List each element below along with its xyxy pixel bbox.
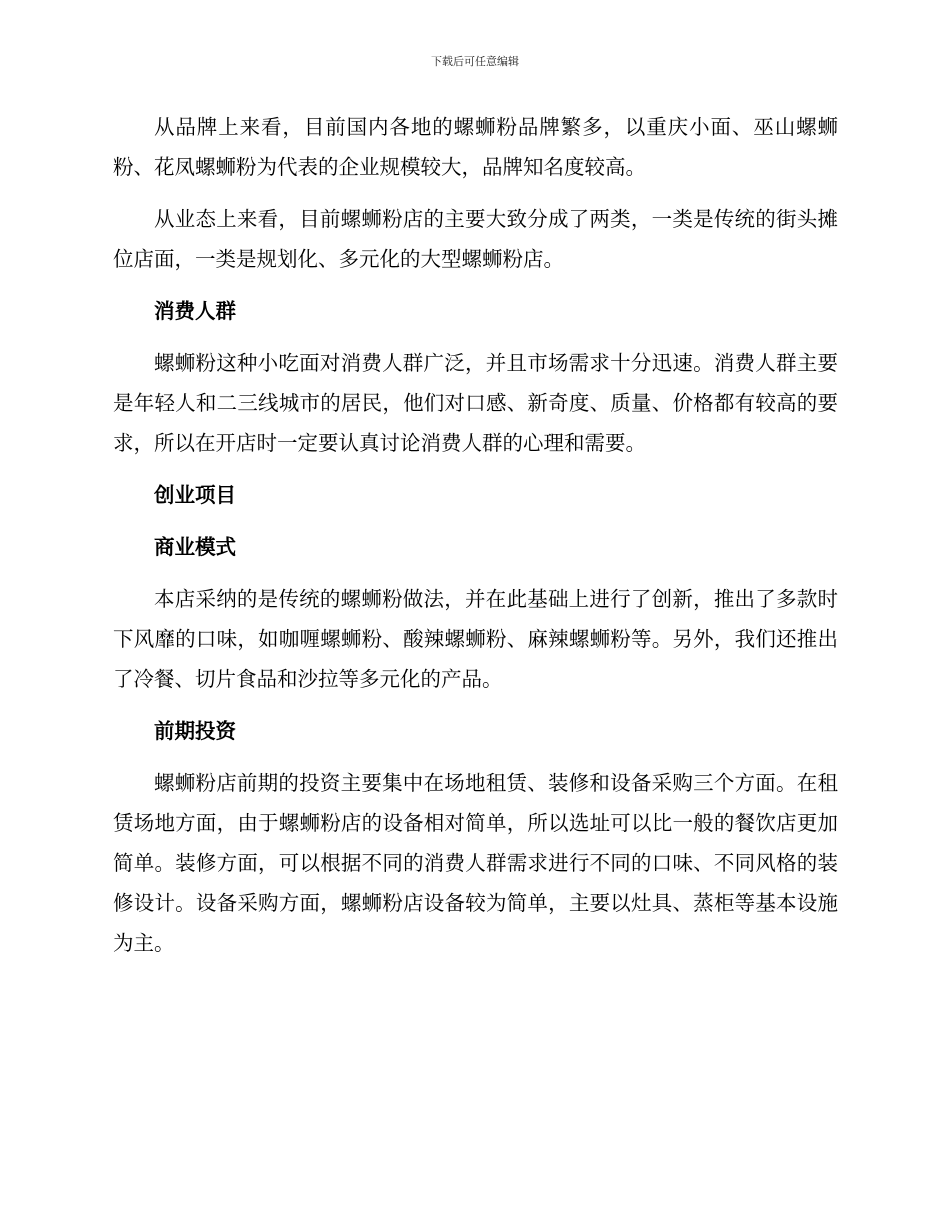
heading-business-model: 商业模式 bbox=[154, 535, 236, 559]
paragraph-consumer-group: 螺蛳粉这种小吃面对消费人群广泛，并且市场需求十分迅速。消费人群主要是年轻人和二三线城市的居民，他们对口感、新奇度、质量、价格都有较高的要求，所以在开店时一定要认真讨论消费人群的心理和需要。 bbox=[113, 351, 838, 455]
heading-initial-investment: 前期投资 bbox=[154, 719, 236, 743]
document-body bbox=[113, 107, 838, 975]
paragraph-initial-investment: 螺蛳粉店前期的投资主要集中在场地租赁、装修和设备采购三个方面。在租赁场地方面，由于螺蛳粉店的设备相对简单，所以选址可以比一般的餐饮店更加简单。装修方面，可以根据不同的消费人群需求进行不同的口味、不同风格的装修设计。设备采购方面，螺蛳粉店设备较为简单，主要以灶具、蒸柜等基本设施为主。 bbox=[113, 771, 838, 955]
heading-startup-project: 创业项目 bbox=[154, 483, 236, 507]
paragraph-business-model: 本店采纳的是传统的螺蛳粉做法，并在此基础上进行了创新，推出了多款时下风靡的口味，如咖喱螺蛳粉、酸辣螺蛳粉、麻辣螺蛳粉等。另外，我们还推出了冷餐、切片食品和沙拉等多元化的产品。 bbox=[113, 587, 838, 691]
paragraph-brand: 从品牌上来看，目前国内各地的螺蛳粉品牌繁多，以重庆小面、巫山螺蛳粉、花凤螺蛳粉为代表的企业规模较大，品牌知名度较高。 bbox=[113, 115, 838, 179]
heading-consumer-group: 消费人群 bbox=[154, 299, 236, 323]
page-header: 下载后可任意编辑 bbox=[431, 55, 519, 68]
paragraph-business-format: 从业态上来看，目前螺蛳粉店的主要大致分成了两类，一类是传统的街头摊位店面，一类是规划化、多元化的大型螺蛳粉店。 bbox=[113, 207, 838, 271]
